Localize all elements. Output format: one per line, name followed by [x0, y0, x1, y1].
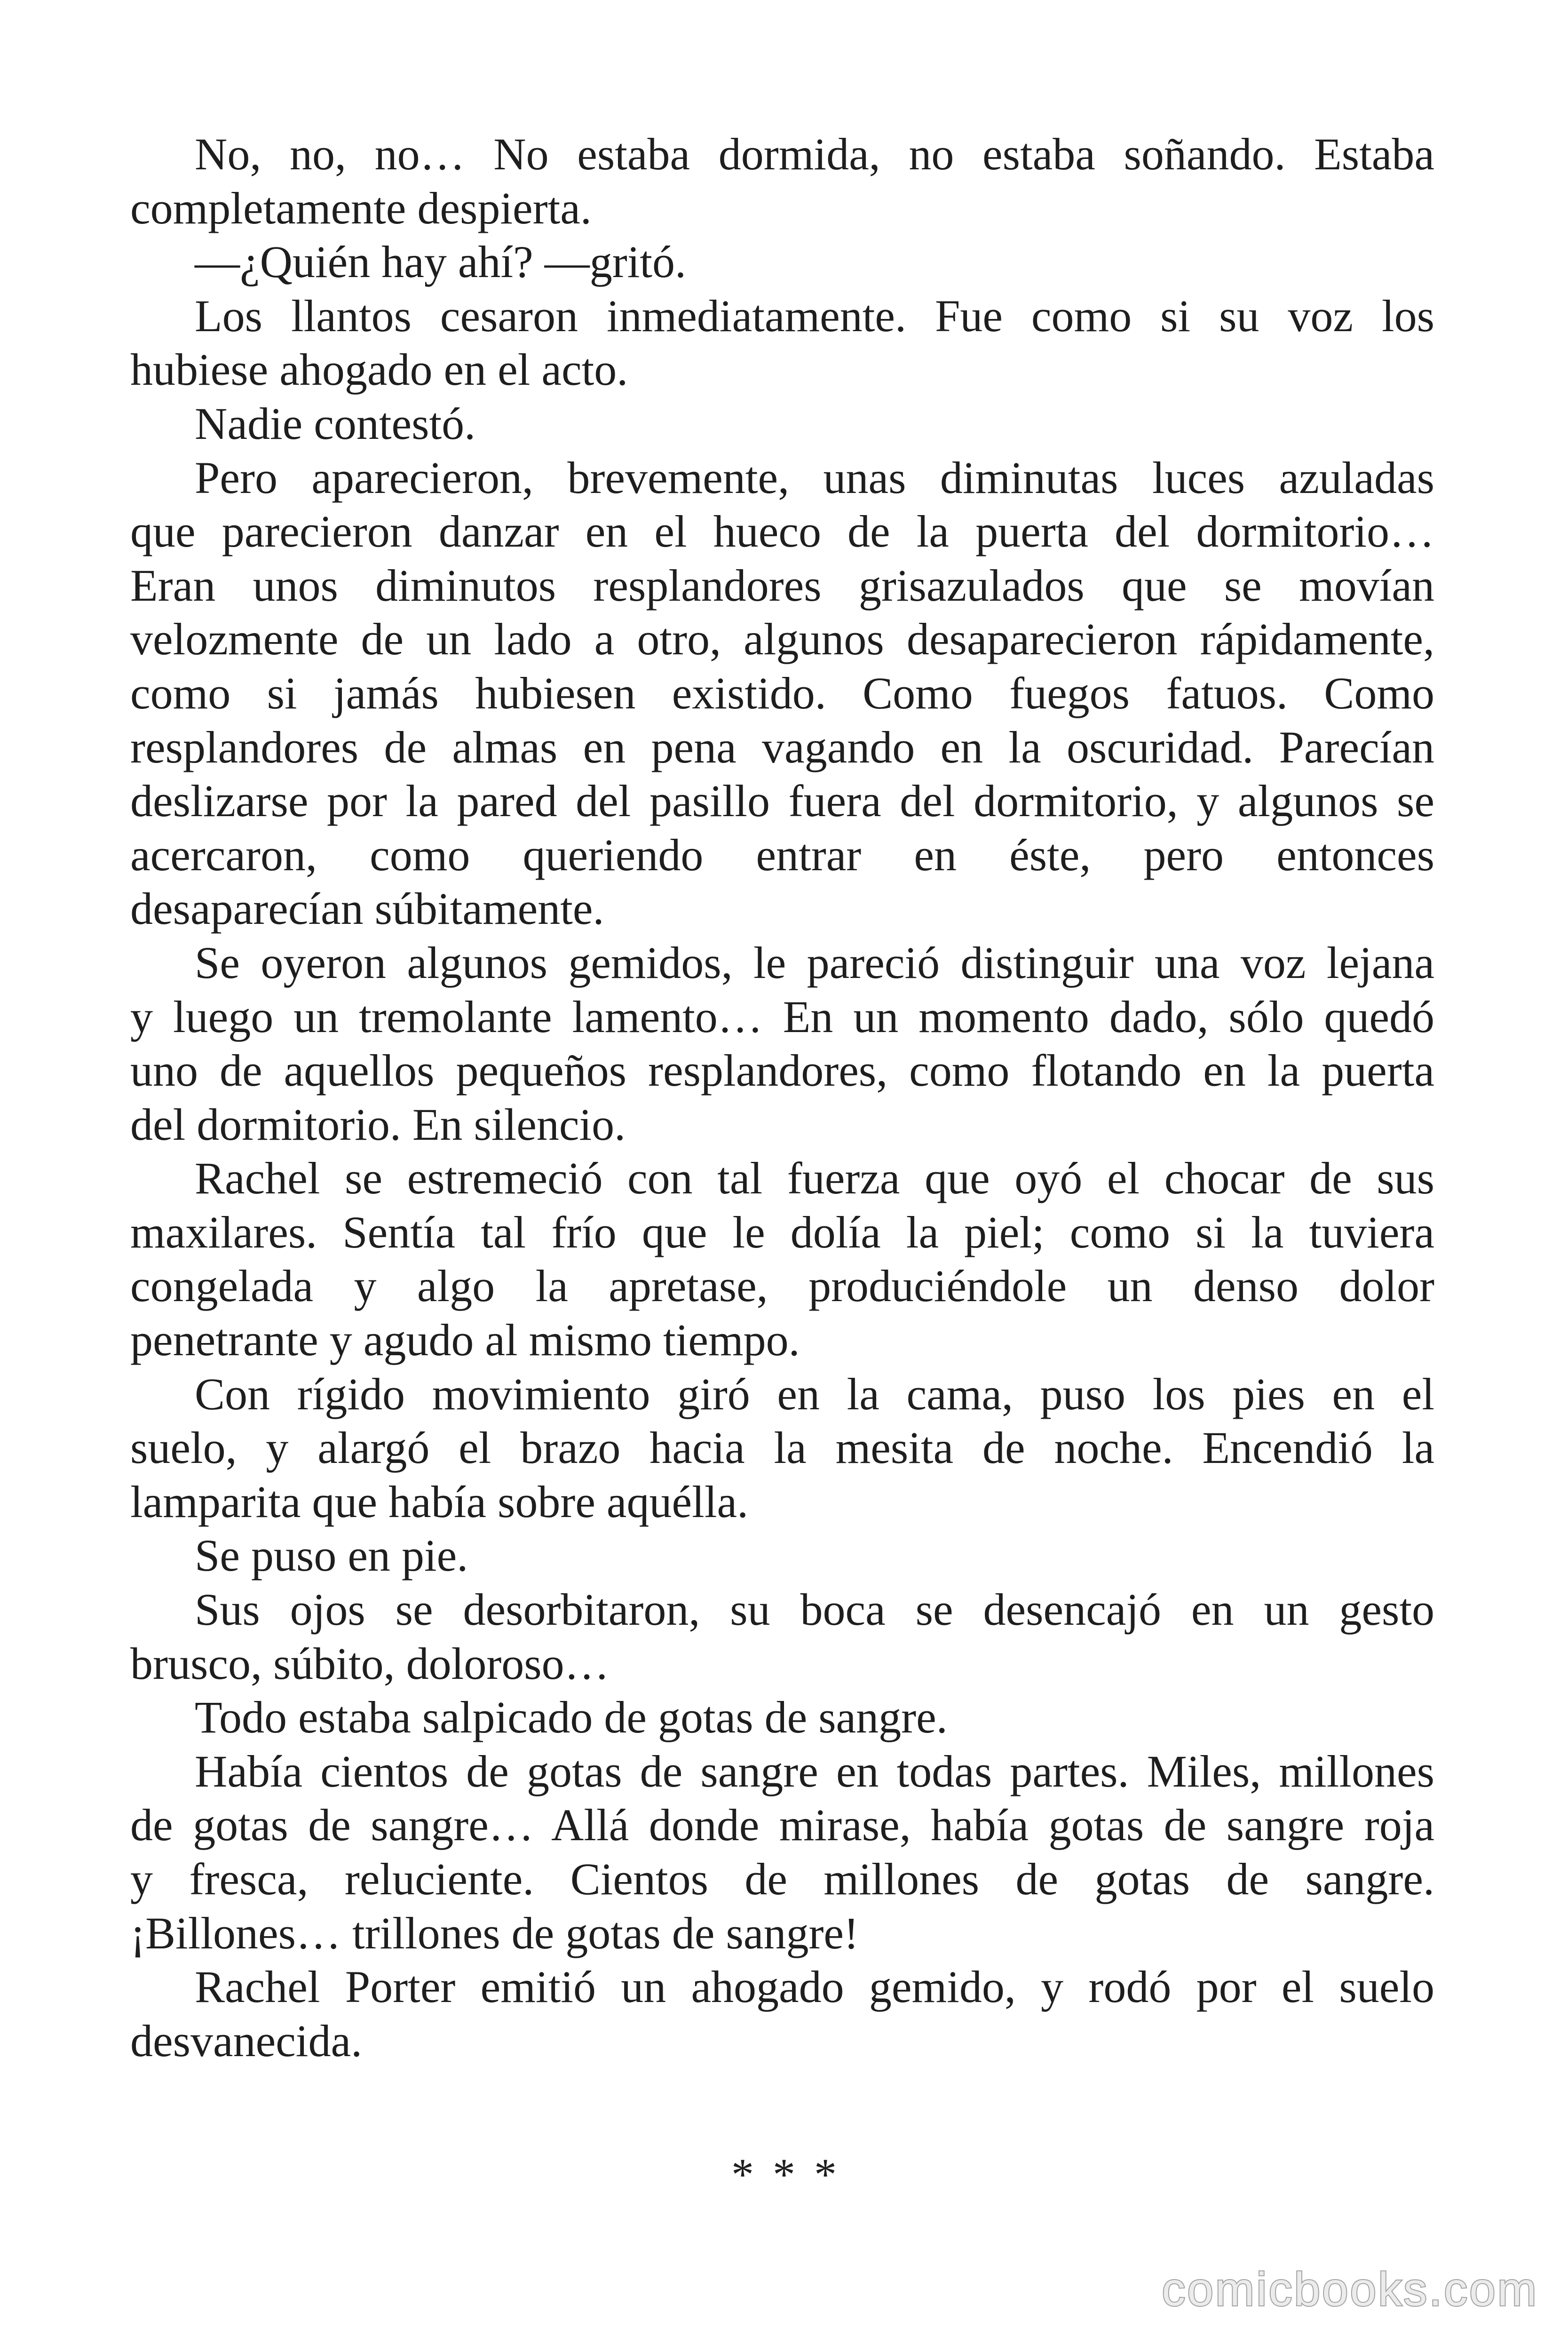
paragraph	[130, 936, 1434, 1152]
body-text	[130, 127, 1434, 2068]
text-line: No, no, no… No estaba dormida, no estaba soñando. Estaba	[195, 129, 1434, 179]
paragraph	[130, 1529, 1434, 1583]
text-line: Pero aparecieron, brevemente, unas diminutas luces azuladas	[195, 452, 1434, 503]
text-line: completamente despierta.	[130, 183, 592, 233]
text-line: Todo estaba salpicado de gotas de sangre.	[195, 1692, 948, 1743]
text-line: congelada y algo la apretase, produciéndole un denso dolor	[130, 1261, 1434, 1311]
paragraph	[130, 1152, 1434, 1367]
text-line: Se oyeron algunos gemidos, le pareció distinguir una voz lejana	[195, 937, 1434, 988]
paragraph	[130, 289, 1434, 397]
paragraph	[130, 1691, 1434, 1745]
text-line: Eran unos diminutos resplandores grisazulados que se movían	[130, 560, 1434, 611]
text-line: y fresca, reluciente. Cientos de millones de gotas de sangre.	[130, 1854, 1434, 1904]
paragraph	[130, 1367, 1434, 1529]
paragraph	[130, 1745, 1434, 1960]
text-line: Nadie contestó.	[195, 398, 476, 449]
text-line: desvanecida.	[130, 2015, 363, 2066]
text-line: maxilares. Sentía tal frío que le dolía la piel; como si la tuviera	[130, 1207, 1434, 1257]
section-break: * * *	[731, 2149, 837, 2200]
text-line: —¿Quién hay ahí? —gritó.	[195, 237, 687, 287]
text-line: Los llantos cesaron inmediatamente. Fue como si su voz los	[195, 290, 1434, 341]
text-line: lamparita que había sobre aquélla.	[130, 1476, 749, 1527]
text-line: deslizarse por la pared del pasillo fuera del dormitorio, y algunos se	[130, 776, 1434, 826]
paragraph	[130, 451, 1434, 936]
watermark: comicbooks.com	[1162, 2263, 1538, 2316]
text-line: Se puso en pie.	[195, 1530, 468, 1581]
text-line: de gotas de sangre… Allá donde mirase, había gotas de sangre roja	[130, 1800, 1434, 1851]
text-line: uno de aquellos pequeños resplandores, como flotando en la puerta	[130, 1045, 1434, 1096]
text-line: penetrante y agudo al mismo tiempo.	[130, 1315, 800, 1366]
paragraph	[130, 1960, 1434, 2068]
paragraph	[130, 127, 1434, 235]
paragraph	[130, 1583, 1434, 1691]
text-line: y luego un tremolante lamento… En un momento dado, sólo quedó	[130, 991, 1434, 1042]
text-line: desaparecían súbitamente.	[130, 883, 604, 934]
text-line: suelo, y alargó el brazo hacia la mesita de noche. Encendió la	[130, 1422, 1434, 1473]
text-line: hubiese ahogado en el acto.	[130, 344, 628, 395]
paragraph	[130, 397, 1434, 451]
text-line: resplandores de almas en pena vagando en la oscuridad. Parecían	[130, 722, 1434, 772]
text-line: Con rígido movimiento giró en la cama, puso los pies en el	[195, 1368, 1434, 1419]
text-line: ¡Billones… trillones de gotas de sangre!	[130, 1907, 859, 1958]
text-line: velozmente de un lado a otro, algunos desaparecieron rápidamente,	[130, 614, 1434, 665]
text-line: Había cientos de gotas de sangre en todas partes. Miles, millones	[195, 1746, 1434, 1796]
text-line: que parecieron danzar en el hueco de la puerta del dormitorio…	[130, 506, 1434, 557]
text-line: Rachel Porter emitió un ahogado gemido, y rodó por el suelo	[195, 1962, 1434, 2012]
text-line: como si jamás hubiesen existido. Como fuegos fatuos. Como	[130, 667, 1434, 718]
text-line: brusco, súbito, doloroso…	[130, 1638, 610, 1689]
text-line: acercaron, como queriendo entrar en éste, pero entonces	[130, 829, 1434, 880]
text-line: del dormitorio. En silencio.	[130, 1099, 626, 1150]
paragraph	[130, 235, 1434, 289]
text-line: Rachel se estremeció con tal fuerza que oyó el chocar de sus	[195, 1153, 1434, 1204]
text-line: Sus ojos se desorbitaron, su boca se desencajó en un gesto	[195, 1584, 1434, 1635]
